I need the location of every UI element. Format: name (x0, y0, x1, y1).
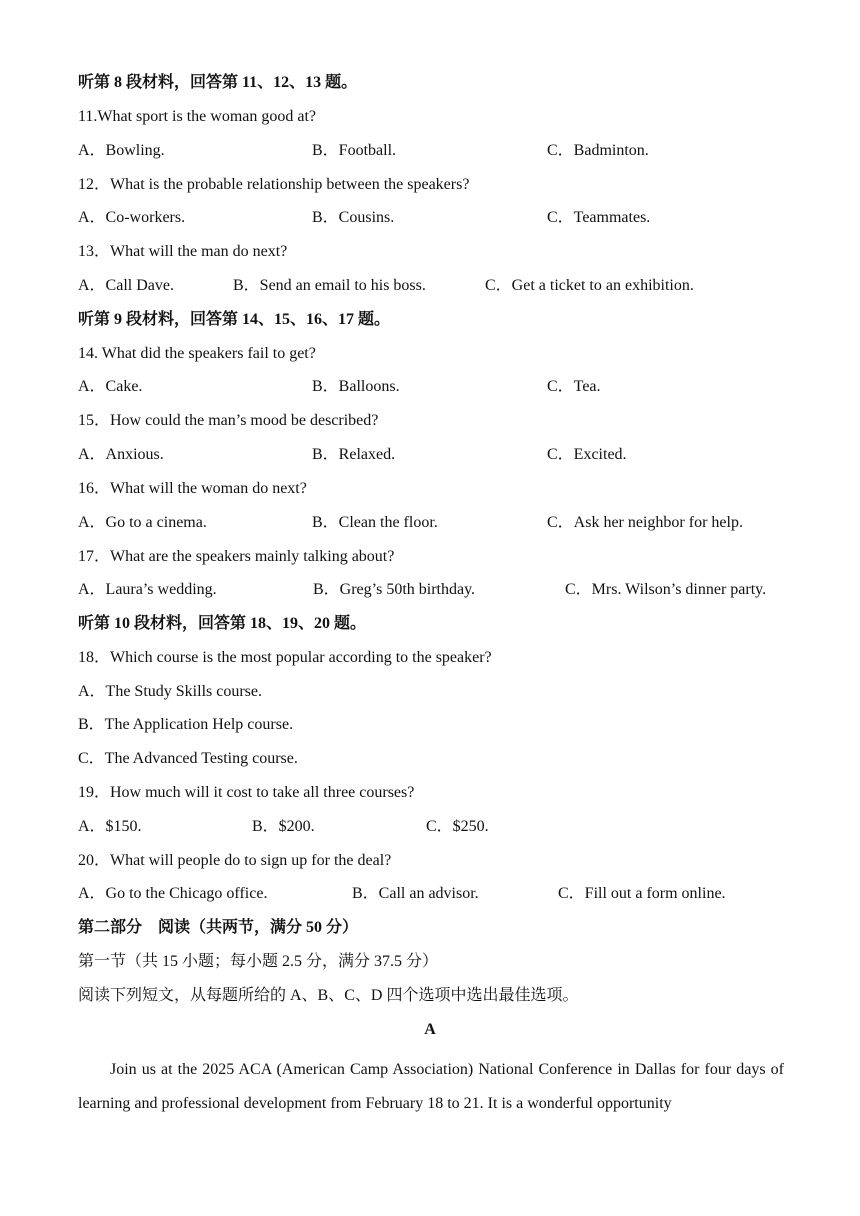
option-14a: A．Cake. (78, 378, 143, 395)
question-18: 18．Which course is the most popular according to the speaker? (78, 649, 492, 666)
subsection-1-heading: 第一节（共 15 小题；每小题 2.5 分，满分 37.5 分） (78, 953, 439, 970)
option-15b: B．Relaxed. (312, 446, 396, 463)
option-11a: A．Bowling. (78, 142, 165, 159)
question-14: 14. What did the speakers fail to get? (78, 345, 316, 362)
option-12c: C．Teammates. (547, 209, 651, 226)
section-10-heading: 听第 10 段材料，回答第 18、19、20 题。 (78, 615, 367, 632)
option-20c: C．Fill out a form online. (558, 885, 726, 902)
option-15c: C．Excited. (547, 446, 627, 463)
option-15a: A．Anxious. (78, 446, 164, 463)
option-14c: C．Tea. (547, 378, 601, 395)
option-18a: A．The Study Skills course. (78, 683, 262, 700)
question-16: 16．What will the woman do next? (78, 480, 307, 497)
option-18c: C．The Advanced Testing course. (78, 750, 298, 767)
option-16a: A．Go to a cinema. (78, 514, 207, 531)
question-13: 13．What will the man do next? (78, 243, 288, 260)
option-17b: B．Greg’s 50th birthday. (313, 581, 476, 598)
option-16b: B．Clean the floor. (312, 514, 438, 531)
passage-title: A (424, 1021, 436, 1038)
instructions: 阅读下列短文，从每题所给的 A、B、C、D 四个选项中选出最佳选项。 (78, 987, 579, 1004)
passage-text: Join us at the 2025 ACA (American Camp Association) National Conference in Dallas for four days of learning and professional development from February 18 to 21. It is a wonderful opportunity (78, 1061, 784, 1112)
question-12: 12．What is the probable relationship between the speakers? (78, 176, 470, 193)
option-13a: A．Call Dave. (78, 277, 174, 294)
option-12a: A．Co-workers. (78, 209, 186, 226)
option-16c: C．Ask her neighbor for help. (547, 514, 743, 531)
section-8-heading: 听第 8 段材料，回答第 11、12、13 题。 (78, 74, 358, 91)
option-18b: B．The Application Help course. (78, 716, 294, 733)
option-11b: B．Football. (312, 142, 397, 159)
option-17c: C．Mrs. Wilson’s dinner party. (565, 581, 767, 598)
option-19c: C．$250. (426, 818, 489, 835)
section-9-heading: 听第 9 段材料，回答第 14、15、16、17 题。 (78, 311, 391, 328)
question-20: 20．What will people do to sign up for the deal? (78, 852, 392, 869)
option-20a: A．Go to the Chicago office. (78, 885, 268, 902)
option-19a: A．$150. (78, 818, 142, 835)
option-14b: B．Balloons. (312, 378, 400, 395)
part-2-heading: 第二部分 阅读（共两节，满分 50 分） (78, 919, 359, 936)
question-19: 19．How much will it cost to take all three courses? (78, 784, 415, 801)
question-11: 11.What sport is the woman good at? (78, 108, 317, 125)
option-13b: B．Send an email to his boss. (233, 277, 426, 294)
question-17: 17．What are the speakers mainly talking about? (78, 548, 395, 565)
option-11c: C．Badminton. (547, 142, 649, 159)
option-17a: A．Laura’s wedding. (78, 581, 217, 598)
question-15: 15．How could the man’s mood be described? (78, 412, 379, 429)
option-19b: B．$200. (252, 818, 315, 835)
option-20b: B．Call an advisor. (352, 885, 479, 902)
option-13c: C．Get a ticket to an exhibition. (485, 277, 694, 294)
option-12b: B．Cousins. (312, 209, 395, 226)
